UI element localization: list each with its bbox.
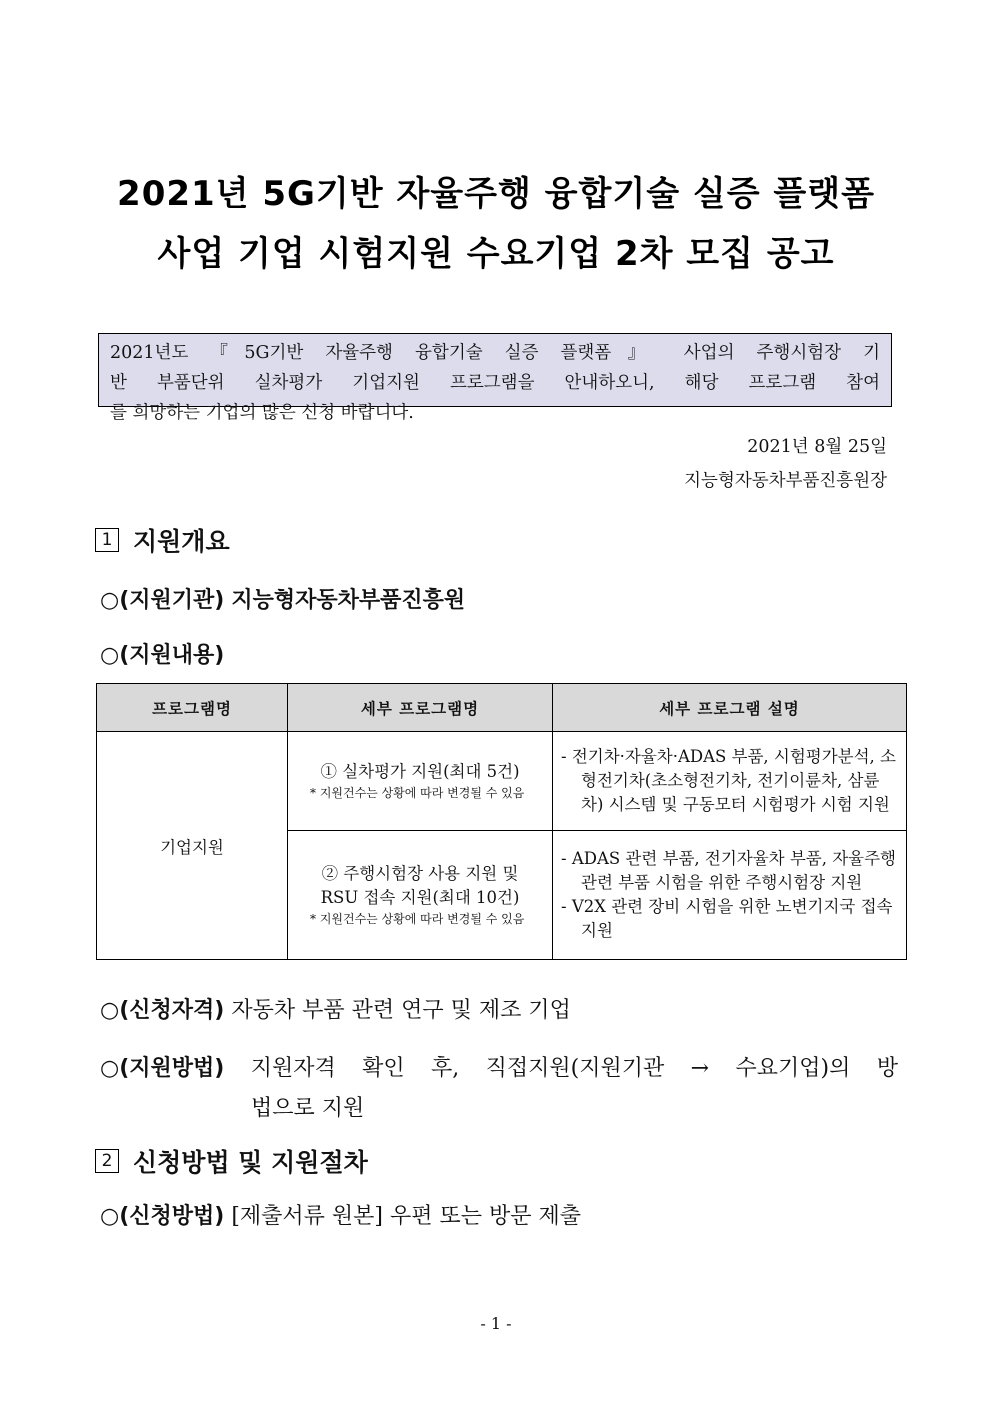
issuer: 지능형자동차부품진흥원장 bbox=[684, 471, 887, 491]
table-row bbox=[97, 732, 907, 831]
item-value: 지능형자동차부품진흥원 bbox=[231, 588, 466, 613]
sub-program-name: ② 주행시험장 사용 지원 및 bbox=[321, 864, 519, 883]
notice-line: 2021년도 『5G기반 자율주행 융합기술 실증 플랫폼』 사업의 주행시험장 기 bbox=[110, 343, 880, 363]
description-cell bbox=[553, 732, 907, 831]
notice-line: 반 부품단위 실차평가 기업지원 프로그램을 안내하오니, 해당 프로그램 참여 bbox=[110, 373, 880, 393]
section-number: 1 bbox=[95, 528, 119, 552]
section-title: 지원개요 bbox=[133, 527, 230, 556]
method-line: 법으로 지원 bbox=[251, 1096, 365, 1121]
sub-program-note: * 지원건수는 상황에 따라 변경될 수 있음 bbox=[310, 912, 525, 926]
program-name-cell: 기업지원 bbox=[97, 732, 288, 960]
section-title: 신청방법 및 지원절차 bbox=[133, 1148, 368, 1177]
item-label: (지원기관) bbox=[119, 588, 225, 613]
program-table bbox=[96, 683, 907, 960]
method-word: 직접지원(지원기관 bbox=[485, 1056, 665, 1081]
section-number: 2 bbox=[95, 1149, 119, 1173]
column-header: 세부 프로그램 설명 bbox=[553, 684, 907, 732]
method-item bbox=[100, 1049, 898, 1129]
item-label: (신청방법) bbox=[119, 1204, 225, 1229]
sub-program-name: ① 실차평가 지원(최대 5건) bbox=[320, 762, 520, 781]
description-line: - V2X 관련 장비 시험을 위한 노변기지국 접속 지원 bbox=[561, 897, 893, 940]
bullet-marker: ○ bbox=[100, 588, 120, 613]
method-line bbox=[100, 1049, 898, 1089]
arrow-icon: → bbox=[690, 1056, 710, 1081]
bullet-marker: ○ bbox=[100, 1204, 120, 1229]
bullet-marker: ○ bbox=[100, 1056, 120, 1081]
item-label: (신청자격) bbox=[119, 998, 225, 1023]
description-cell bbox=[553, 831, 907, 960]
method-word: 후, bbox=[431, 1056, 460, 1081]
table-header-row bbox=[97, 684, 907, 732]
notice-box bbox=[98, 333, 892, 423]
method-word: 확인 bbox=[362, 1056, 405, 1081]
item-value: 자동차 부품 관련 연구 및 제조 기업 bbox=[231, 998, 571, 1023]
document-title-line2: 사업 기업 시험지원 수요기업 2차 모집 공고 bbox=[157, 234, 835, 274]
support-org-item bbox=[100, 583, 465, 614]
method-word: 지원자격 bbox=[250, 1056, 336, 1081]
sub-program-cell bbox=[288, 732, 553, 831]
item-value: [제출서류 원본] 우편 또는 방문 제출 bbox=[231, 1204, 581, 1229]
notice-line: 를 희망하는 기업의 많은 신청 바랍니다. bbox=[110, 403, 414, 423]
bullet-marker: ○ bbox=[100, 998, 120, 1023]
section-heading-overview bbox=[95, 522, 230, 558]
sub-program-name: RSU 접속 지원(최대 10건) bbox=[320, 888, 520, 907]
column-header: 세부 프로그램명 bbox=[288, 684, 553, 732]
method-word: 수요기업)의 bbox=[735, 1056, 851, 1081]
sub-program-cell bbox=[288, 831, 553, 960]
section-heading-application bbox=[95, 1143, 368, 1179]
apply-method-item bbox=[100, 1199, 581, 1230]
item-label: (지원내용) bbox=[119, 643, 225, 668]
method-word: 방 bbox=[876, 1056, 898, 1081]
item-label: (지원방법) bbox=[119, 1056, 225, 1081]
eligibility-item bbox=[100, 993, 571, 1024]
bullet-marker: ○ bbox=[100, 643, 120, 668]
page-number: - 1 - bbox=[480, 1314, 512, 1333]
description-line: - 전기차·자율차·ADAS 부품, 시험평가분석, 소형전기차(초소형전기차, 전기이륜차, 삼륜차) 시스템 및 구동모터 시험평가 시험 지원 bbox=[561, 747, 896, 814]
column-header: 프로그램명 bbox=[97, 684, 288, 732]
sub-program-note: * 지원건수는 상황에 따라 변경될 수 있음 bbox=[310, 786, 525, 800]
support-content-item bbox=[100, 638, 224, 669]
notice-date: 2021년 8월 25일 bbox=[747, 437, 887, 457]
document-title-line1: 2021년 5G기반 자율주행 융합기술 실증 플랫폼 bbox=[117, 174, 875, 214]
description-line: - ADAS 관련 부품, 전기자율차 부품, 자율주행 관련 부품 시험을 위한 주행시험장 지원 bbox=[561, 849, 896, 892]
